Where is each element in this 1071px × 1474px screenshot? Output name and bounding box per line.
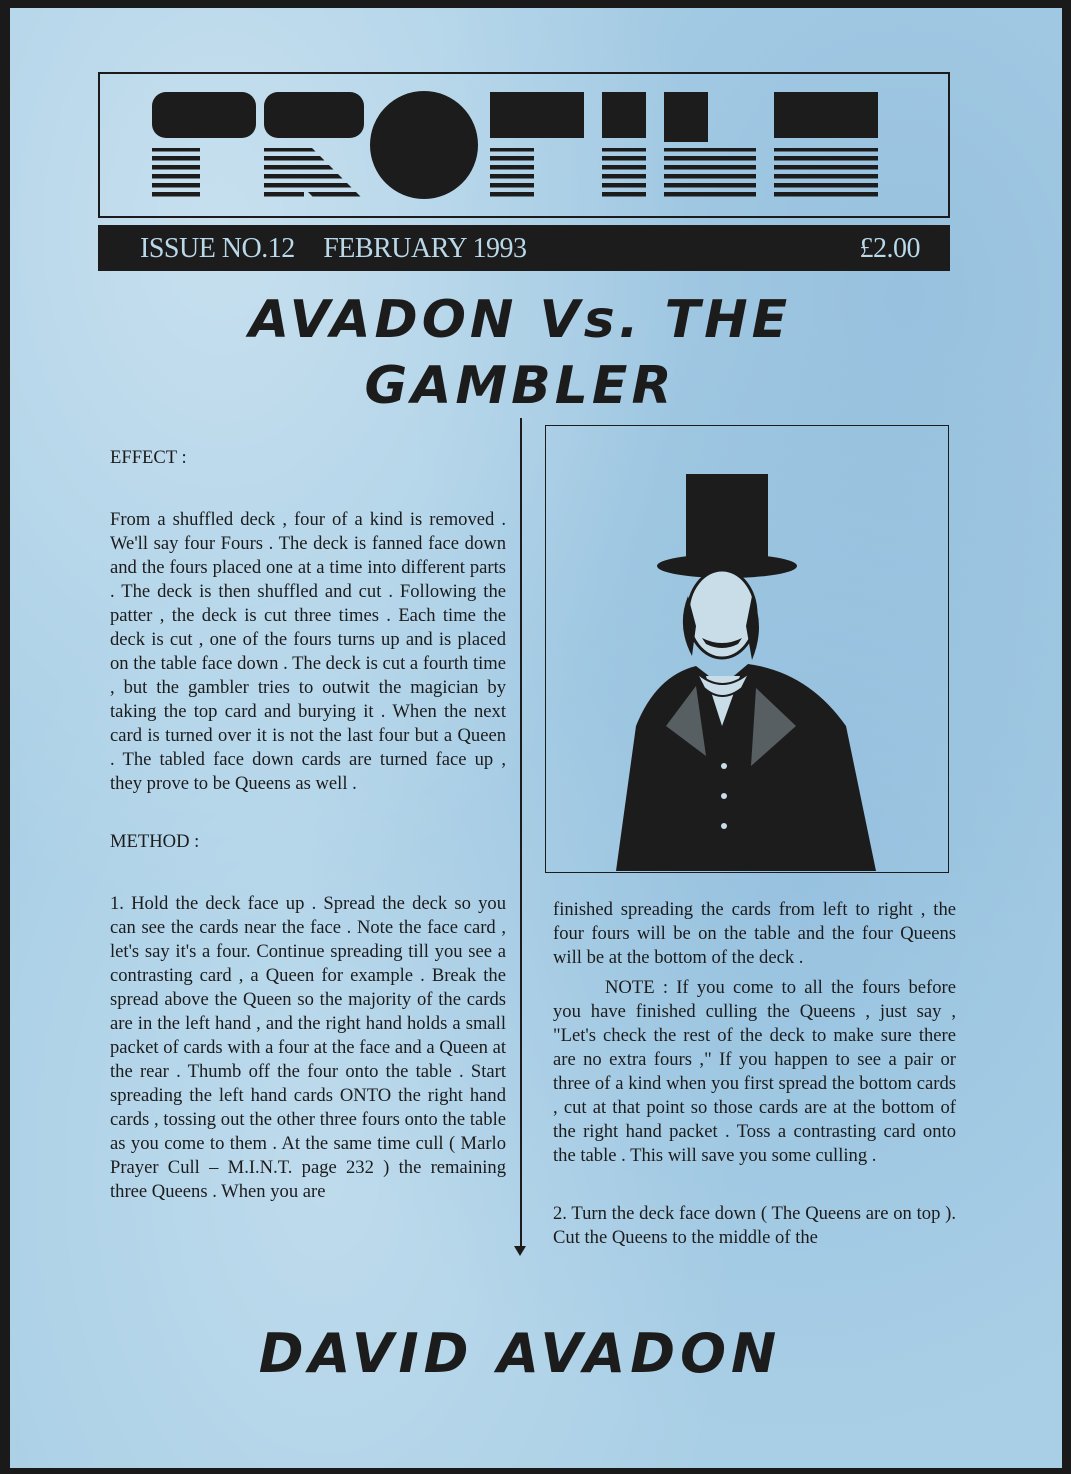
method-continued: finished spreading the cards from left to right , the four fours will be on the table and the four Queens will be at the bottom of the deck . (553, 899, 956, 968)
issue-price: £2.00 (859, 233, 920, 264)
effect-label: EFFECT : (110, 447, 187, 468)
method-step-2: 2. Turn the deck face down ( The Queens are on top ). Cut the Queens to the middle of the (553, 1203, 956, 1248)
gambler-portrait-icon (546, 426, 947, 871)
column-divider (520, 418, 522, 1248)
headline-line-1: AVADON Vs. THE (248, 290, 792, 350)
method-note: NOTE : If you come to all the fours before you have finished culling the Queens , just say , "Let's check the rest of the deck to make sure there are no extra fours ," If you happen to see a pair or three of a kind when you first spread the bottom cards , cut at that point so those cards are at the bottom of the right hand packet . Toss a contrasting card onto the table . This will save you some culling . (553, 977, 956, 1166)
method-label: METHOD : (110, 831, 200, 852)
masthead (98, 72, 950, 218)
issue-bar (98, 225, 950, 271)
masthead-title-text: PROFILE (152, 84, 157, 85)
continue-arrow-icon (514, 1246, 526, 1256)
method-continued-column (553, 898, 956, 1250)
effect-column (110, 446, 506, 1204)
gambler-illustration (545, 425, 949, 873)
issue-number: ISSUE NO.12 (140, 233, 295, 264)
effect-text: From a shuffled deck , four of a kind is removed . We'll say four Fours . The deck is fanned face down and the fours placed one at a time into different parts . The deck is then shuffled and cut . Following the patter , the deck is cut three times . Each time the deck is cut , one of the fours turns up and is placed on the table face down . The deck is cut a fourth time , but the gambler tries to outwit the magician by taking the top card and burying it . When the next card is turned over it is not the last four but a Queen . The tabled face down cards are turned face up , they prove to be Queens as well . (110, 509, 506, 794)
issue-date: FEBRUARY 1993 (323, 233, 527, 264)
headline-line-2: GAMBLER (364, 356, 676, 416)
method-step-1: 1. Hold the deck face up . Spread the deck so you can see the cards near the face . Note the face card , let's say it's a four. Continue spreading till you see a contrasting card , a Queen for example . Break the spread above the Queen so the majority of the cards are in the left hand , and the right hand holds a small packet of cards with a four at the face and a Queen at the rear . Thumb off the four onto the table . Start spreading the left hand cards ONTO the right hand cards , tossing out the other three fours onto the table as you come to them . At the same time cull ( Marlo Prayer Cull – M.I.N.T. page 232 ) the remaining three Queens . When you are (110, 893, 506, 1202)
author-byline: DAVID AVADON (258, 1322, 782, 1385)
profile-logo (152, 84, 892, 208)
